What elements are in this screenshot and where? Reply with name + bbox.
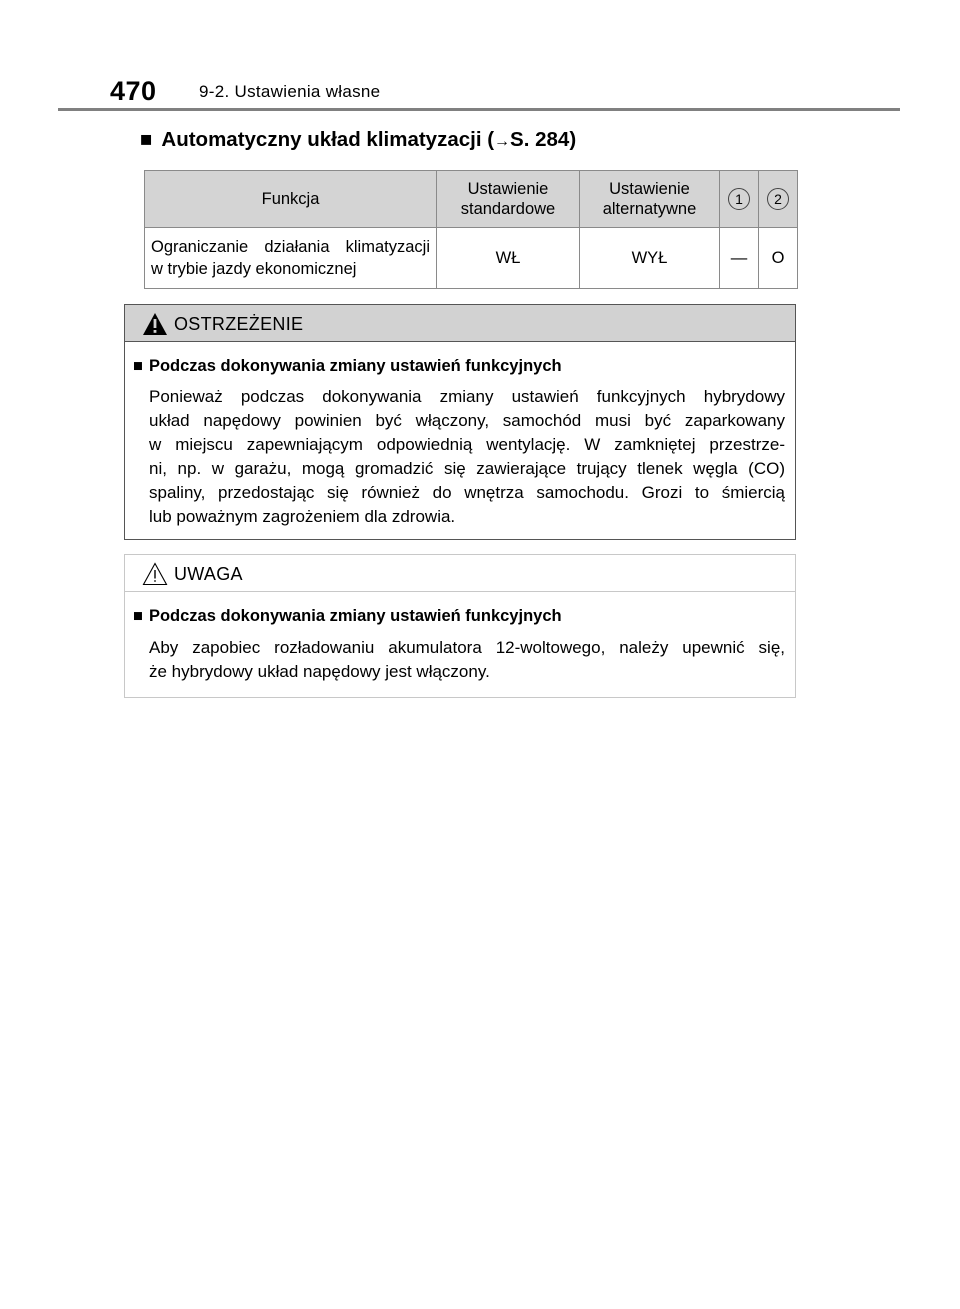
warning-line: spaliny, przedostając się również do wnętrza samochodu. Grozi to śmiercią — [149, 483, 785, 502]
bullet-square: ■ — [140, 128, 153, 151]
cell-col2: O — [759, 228, 798, 289]
notice-line: Aby zapobiec rozładowaniu akumulatora 12-woltowego, należy upewnić się, — [149, 638, 785, 657]
warning-subtitle-text: Podczas dokonywania zmiany ustawień funkcyjnych — [148, 357, 562, 375]
header-alt-line2: alternatywne — [602, 200, 697, 218]
cell-col1: — — [720, 228, 759, 289]
warning-triangle-icon — [142, 312, 168, 336]
section-title-text: Automatyczny układ klimatyzacji ( — [161, 128, 495, 151]
header-rule — [58, 108, 900, 111]
circled-number-1: 1 — [728, 188, 750, 210]
circled-number-2: 2 — [767, 188, 789, 210]
notice-subtitle-text: Podczas dokonywania zmiany ustawień funkcyjnych — [148, 607, 562, 625]
notice-box — [124, 554, 796, 698]
warning-paragraph — [149, 385, 785, 529]
warning-subtitle — [133, 357, 562, 376]
header-default-setting — [437, 171, 580, 228]
warning-line: układ napędowy powinien być włączony, samochód musi być zaparkowany — [149, 411, 785, 430]
cell-default: WŁ — [437, 228, 580, 289]
warning-line: w miejscu zapewniającym odpowiednią wentylację. W zamkniętej przestrze- — [149, 435, 785, 454]
header-function: Funkcja — [145, 171, 437, 228]
notice-line: że hybrydowy układ napędowy jest włączony. — [149, 662, 490, 681]
function-line2: w trybie jazdy ekonomicznej — [151, 260, 357, 278]
warning-line: Ponieważ podczas dokonywania zmiany ustawień funkcyjnych hybrydowy — [149, 387, 785, 406]
cell-alternative: WYŁ — [580, 228, 720, 289]
header-default-line1: Ustawienie — [467, 180, 549, 198]
page-number: 470 — [110, 76, 157, 106]
header-alt-line1: Ustawienie — [609, 180, 690, 198]
header-alternative-setting — [580, 171, 720, 228]
notice-paragraph — [149, 636, 785, 684]
warning-box — [124, 304, 796, 540]
notice-header — [125, 555, 795, 592]
arrow-icon: → — [494, 133, 511, 150]
function-line1: Ograniczanie działania klimatyzacji — [151, 238, 430, 256]
warning-header — [125, 305, 795, 342]
notice-title: UWAGA — [174, 564, 243, 584]
header-circled-2 — [759, 171, 798, 228]
warning-line: ni, np. w garażu, mogą gromadzić się zawierające trujący tlenek węgla (CO) — [149, 459, 785, 478]
table-row — [145, 228, 798, 289]
caution-triangle-icon — [142, 562, 168, 586]
cell-function — [145, 228, 437, 289]
bullet-square: ■ — [133, 607, 143, 625]
section-title — [140, 128, 576, 152]
header-circled-1 — [720, 171, 759, 228]
page-reference: S. 284) — [510, 128, 577, 151]
bullet-square: ■ — [133, 357, 143, 375]
warning-title: OSTRZEŻENIE — [174, 314, 304, 334]
notice-subtitle — [133, 607, 562, 626]
warning-line: lub poważnym zagrożeniem dla zdrowia. — [149, 507, 456, 526]
section-header: 9-2. Ustawienia własne — [199, 82, 381, 101]
settings-table — [144, 170, 798, 289]
table-header-row — [145, 171, 798, 228]
header-default-line2: standardowe — [460, 200, 556, 218]
